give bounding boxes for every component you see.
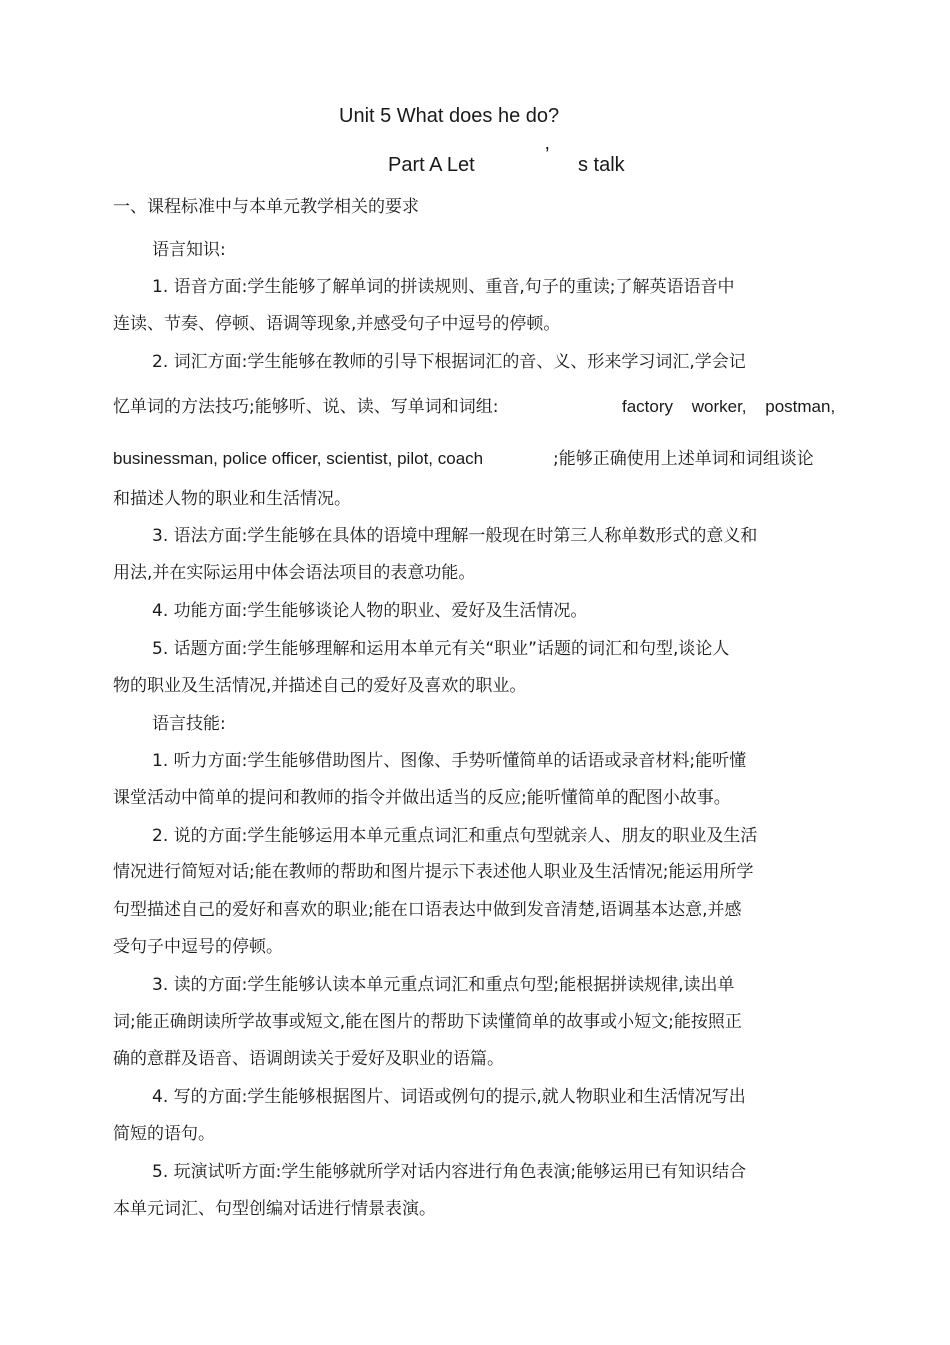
paragraph-line: 3. 读的方面:学生能够认读本单元重点词汇和重点句型;能根据拼读规律,读出单: [152, 975, 735, 995]
paragraph-line: 3. 语法方面:学生能够在具体的语境中理解一般现在时第三人称单数形式的意义和: [152, 526, 758, 546]
paragraph-line: 情况进行简短对话;能在教师的帮助和图片提示下表述他人职业及生活情况;能运用所学: [113, 862, 754, 882]
paragraph-line: 忆单词的方法技巧;能够听、说、读、写单词和词组:: [113, 397, 499, 417]
paragraph-line: 2. 词汇方面:学生能够在教师的引导下根据词汇的音、义、形来学习词汇,学会记: [152, 352, 746, 372]
paragraph-line: 受句子中逗号的停顿。: [113, 937, 283, 957]
paragraph-line: 5. 玩演试听方面:学生能够就所学对话内容进行角色表演;能够运用已有知识结合: [152, 1162, 747, 1182]
paragraph-line: 物的职业及生活情况,并描述自己的爱好及喜欢的职业。: [113, 676, 527, 696]
paragraph-line: 4. 功能方面:学生能够谈论人物的职业、爱好及生活情况。: [152, 601, 588, 621]
paragraph-line: 1. 听力方面:学生能够借助图片、图像、手势听懂简单的话语或录音材料;能听懂: [152, 751, 747, 771]
vocabulary-words: factory worker, postman,: [622, 397, 836, 416]
paragraph-line: ;能够正确使用上述单词和词组谈论: [553, 449, 814, 469]
paragraph-line: 连读、节奏、停顿、语调等现象,并感受句子中逗号的停顿。: [113, 314, 561, 334]
paragraph-line: 简短的语句。: [113, 1124, 215, 1144]
paragraph-line: 4. 写的方面:学生能够根据图片、词语或例句的提示,就人物职业和生活情况写出: [152, 1087, 746, 1107]
paragraph-line: 用法,并在实际运用中体会语法项目的表意功能。: [113, 563, 476, 583]
paragraph-line: 和描述人物的职业和生活情况。: [113, 489, 351, 509]
skills-label: 语言技能:: [152, 714, 226, 734]
subtitle-apostrophe: ’: [545, 144, 550, 166]
vocabulary-words: businessman, police officer, scientist, pilot, coach: [113, 449, 484, 468]
document-title: Unit 5 What does he do?: [339, 105, 560, 127]
paragraph-line: 课堂活动中简单的提问和教师的指令并做出适当的反应;能听懂简单的配图小故事。: [113, 788, 731, 808]
paragraph-line: 句型描述自己的爱好和喜欢的职业;能在口语表达中做到发音清楚,语调基本达意,并感: [113, 900, 742, 920]
subtitle-left: Part A Let: [388, 154, 475, 176]
subtitle-right: s talk: [578, 154, 625, 176]
knowledge-label: 语言知识:: [152, 240, 226, 260]
paragraph-line: 本单元词汇、句型创编对话进行情景表演。: [113, 1199, 436, 1219]
paragraph-line: 1. 语音方面:学生能够了解单词的拼读规则、重音,句子的重读;了解英语语音中: [152, 277, 735, 297]
paragraph-line: 2. 说的方面:学生能够运用本单元重点词汇和重点句型就亲人、朋友的职业及生活: [152, 826, 758, 846]
paragraph-line: 5. 话题方面:学生能够理解和运用本单元有关“职业”话题的词汇和句型,谈论人: [152, 639, 730, 659]
paragraph-line: 词;能正确朗读所学故事或短文,能在图片的帮助下读懂简单的故事或小短文;能按照正: [113, 1012, 742, 1032]
section-heading: 一、课程标准中与本单元教学相关的要求: [113, 197, 419, 217]
paragraph-line: 确的意群及语音、语调朗读关于爱好及职业的语篇。: [113, 1049, 504, 1069]
